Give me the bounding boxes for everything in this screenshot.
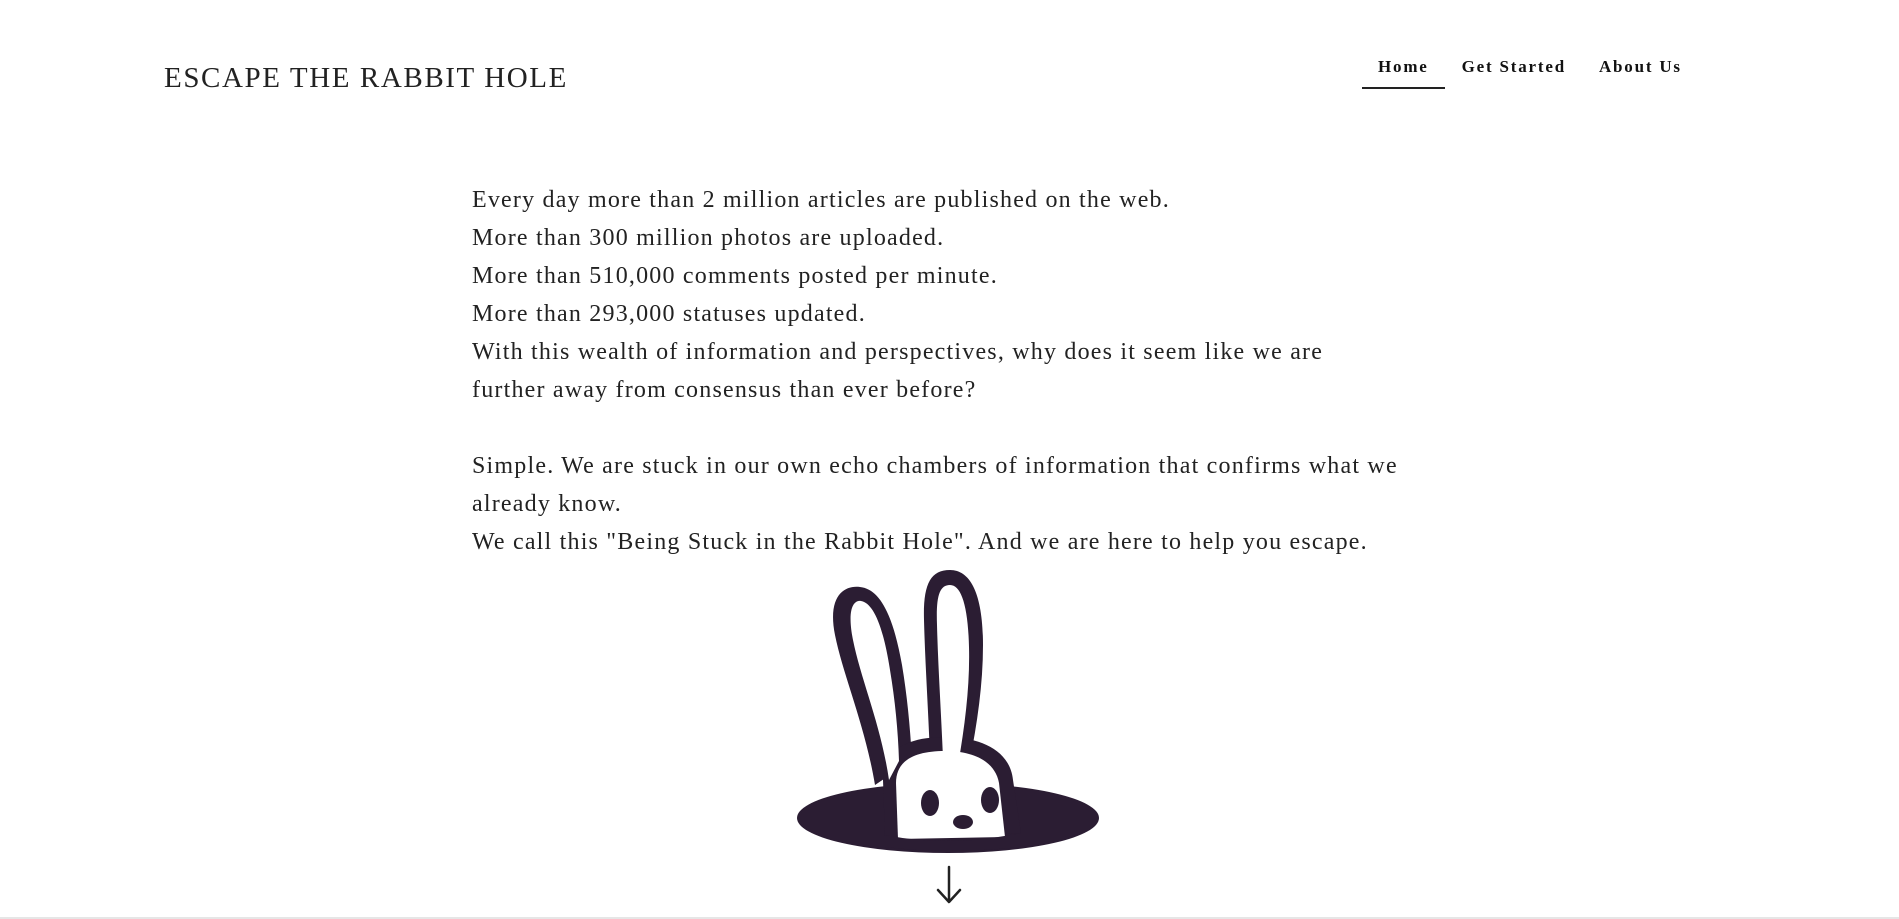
right-eye bbox=[981, 787, 999, 813]
main-nav bbox=[1362, 55, 1698, 91]
intro-line: More than 293,000 statuses updated. bbox=[472, 301, 866, 327]
intro-line: More than 300 million photos are uploaded. bbox=[472, 225, 945, 251]
intro-line: further away from consensus than ever before? bbox=[472, 377, 977, 403]
intro-line: With this wealth of information and perspectives, why does it seem like we are bbox=[472, 339, 1324, 365]
nav-get-started[interactable]: Get Started bbox=[1461, 57, 1566, 76]
intro-line: We call this "Being Stuck in the Rabbit Hole". And we are here to help you escape. bbox=[472, 529, 1368, 555]
nose bbox=[953, 815, 973, 829]
paragraph-gap bbox=[472, 409, 1452, 447]
intro-line: Every day more than 2 million articles are published on the web. bbox=[472, 187, 1170, 213]
nav-about-us[interactable]: About Us bbox=[1598, 57, 1682, 76]
intro-line: already know. bbox=[472, 491, 622, 517]
intro-line: Simple. We are stuck in our own echo chambers of information that confirms what we bbox=[472, 453, 1398, 479]
site-title[interactable]: ESCAPE THE RABBIT HOLE bbox=[164, 62, 568, 94]
intro-text bbox=[472, 181, 1452, 561]
nav-home[interactable]: Home bbox=[1362, 55, 1445, 89]
arrow-down-icon[interactable] bbox=[934, 865, 964, 905]
rabbit-in-hole-icon bbox=[795, 565, 1101, 857]
intro-line: More than 510,000 comments posted per minute. bbox=[472, 263, 998, 289]
left-eye bbox=[921, 790, 939, 816]
